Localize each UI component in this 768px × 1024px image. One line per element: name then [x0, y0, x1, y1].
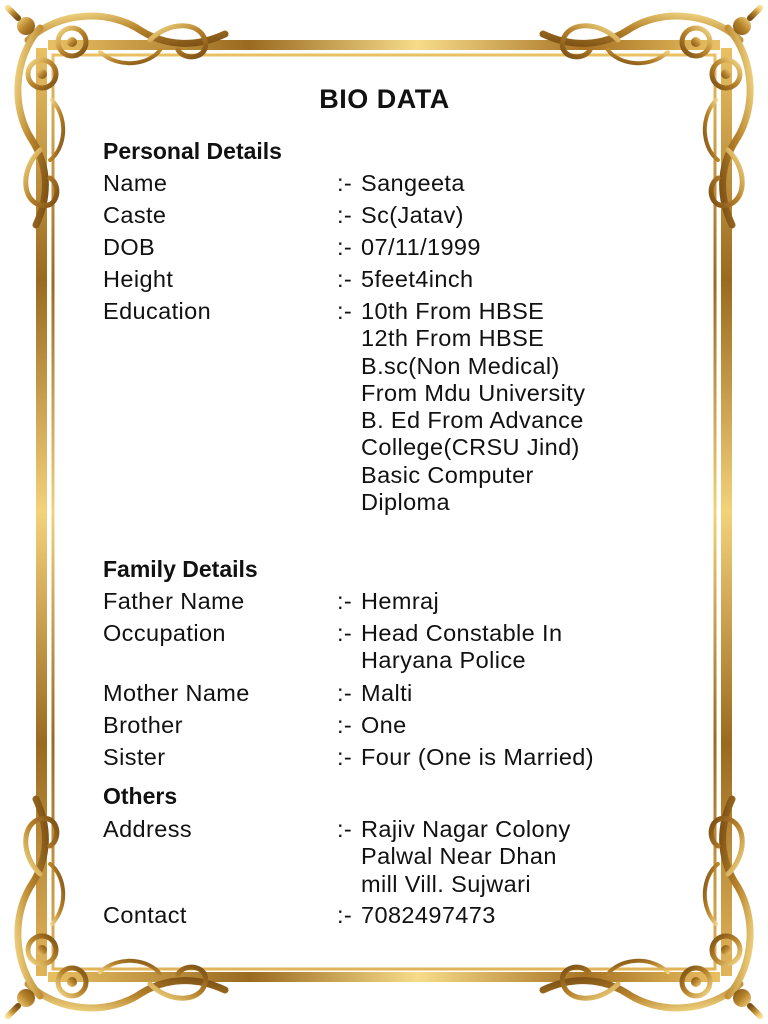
field-value: Four (One is Married)	[361, 744, 595, 770]
field-separator: :-	[337, 298, 353, 324]
field-label: Address	[103, 816, 193, 842]
field-value: Palwal Near Dhan	[361, 843, 557, 870]
field-value: Rajiv Nagar Colony	[361, 816, 571, 842]
field-label: Height	[103, 266, 174, 292]
field-value: 12th From HBSE	[361, 325, 545, 352]
field-value: One	[361, 712, 407, 738]
field-label: Education	[103, 298, 212, 324]
field-value: Sc(Jatav)	[361, 202, 464, 228]
field-value: Head Constable In	[361, 620, 563, 646]
field-value: College(CRSU Jind)	[361, 434, 580, 461]
field-value: Diploma	[361, 489, 450, 516]
field-separator: :-	[337, 234, 353, 260]
field-label: Sister	[103, 744, 166, 770]
field-separator: :-	[337, 202, 353, 228]
field-value: B.sc(Non Medical)	[361, 352, 560, 379]
field-value: mill Vill. Sujwari	[361, 870, 531, 897]
page-title: BIO DATA	[319, 84, 450, 114]
field-value: Hemraj	[361, 588, 440, 614]
field-value: Haryana Police	[361, 647, 526, 674]
field-label: Mother Name	[103, 680, 250, 706]
field-separator: :-	[337, 816, 353, 842]
field-value: 07/11/1999	[361, 234, 481, 260]
section-heading-family: Family Details	[103, 556, 258, 582]
field-label: Contact	[103, 902, 187, 928]
section-heading-others: Others	[103, 783, 178, 809]
field-label: Name	[103, 170, 168, 196]
field-separator: :-	[337, 588, 353, 614]
field-value: B. Ed From Advance	[361, 407, 584, 434]
field-value: Sangeeta	[361, 170, 465, 196]
field-label: Caste	[103, 202, 167, 228]
field-value: Basic Computer	[361, 461, 534, 488]
field-label: Father Name	[103, 588, 245, 614]
field-separator: :-	[337, 744, 353, 770]
field-value: Malti	[361, 680, 413, 706]
field-separator: :-	[337, 902, 353, 928]
field-separator: :-	[337, 170, 353, 196]
field-value: From Mdu University	[361, 379, 586, 406]
section-heading-personal: Personal Details	[103, 138, 282, 164]
field-value: 7082497473	[361, 902, 496, 928]
field-label: Occupation	[103, 620, 226, 646]
field-label: Brother	[103, 712, 183, 738]
field-separator: :-	[337, 266, 353, 292]
field-separator: :-	[337, 680, 353, 706]
field-separator: :-	[337, 620, 353, 646]
field-separator: :-	[337, 712, 353, 738]
field-label: DOB	[103, 234, 156, 260]
field-value: 5feet4inch	[361, 266, 474, 292]
field-value: 10th From HBSE	[361, 298, 545, 324]
